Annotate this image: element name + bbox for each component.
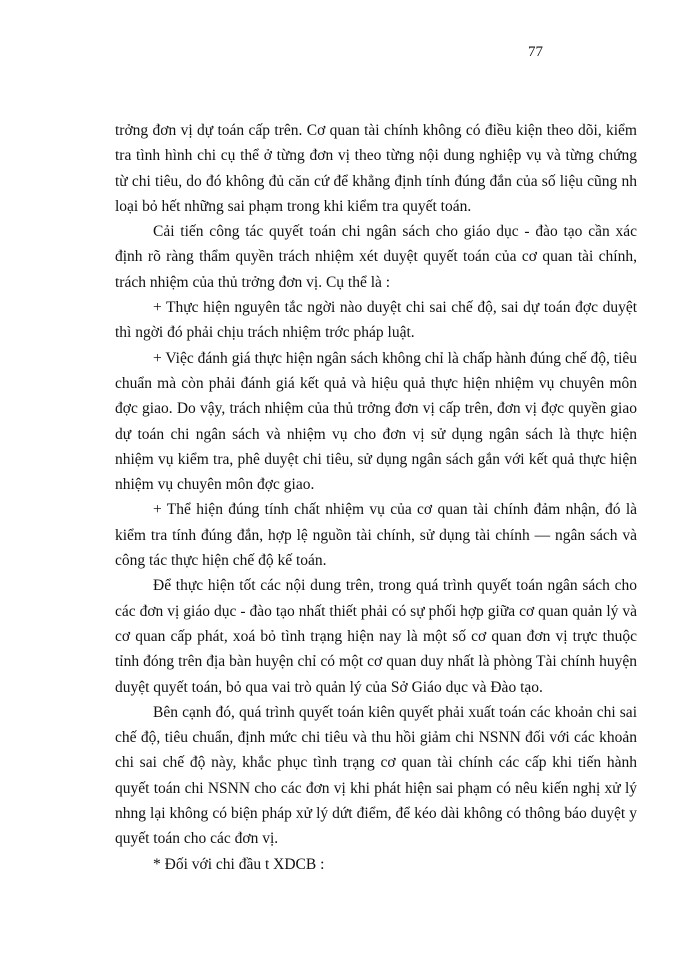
paragraph-point-principle: + Thực hiện nguyên tắc ngời nào duyệt chi sai chế độ, sai dự toán đợc duyệt thì ngời đó phải chịu trách nhiệm trớc pháp luật.: [115, 299, 637, 342]
paragraph-point-finance-role: + Thể hiện đúng tính chất nhiệm vụ của cơ quan tài chính đảm nhận, đó là kiểm tra tính đúng đắn, hợp lệ nguồn tài chính, sử dụng tài chính — ngân sách và công tác thực hiện chế độ kế toán.: [115, 501, 637, 570]
paragraph-enforcement: Bên cạnh đó, quá trình quyết toán kiên quyết phải xuất toán các khoản chi sai chế độ, tiêu chuẩn, định mức chi tiêu và thu hồi giảm chi NSNN đối với các khoản chi sai chế độ này, khắc phục tình trạng cơ quan tài chính các cấp khi tiến hành quyết toán chi NSNN cho các đơn vị khi phát hiện sai phạm có nêu kiến nghị xử lý nhng lại không có biện pháp xử lý dứt điểm, để kéo dài không có thông báo duyệt y quyết toán cho các đơn vị.: [115, 703, 637, 848]
paragraph-continuation: trởng đơn vị dự toán cấp trên. Cơ quan tài chính không có điều kiện theo dõi, kiểm tra tình hình chi cụ thể ở từng đơn vị theo từng nội dung nghiệp vụ và từng chứng từ chi tiêu, do đó không đủ căn cứ để khẳng định tính đúng đắn của số liệu cũng nh loại bỏ hết những sai phạm trong khi kiểm tra quyết toán.: [115, 122, 637, 215]
paragraph-point-evaluation: + Việc đánh giá thực hiện ngân sách không chỉ là chấp hành đúng chế độ, tiêu chuẩn mà còn phải đánh giá kết quả và hiệu quả thực hiện nhiệm vụ chuyên môn đợc giao. Do vậy, trách nhiệm của thủ trởng đơn vị cấp trên, đơn vị đợc quyền giao dự toán chi ngân sách và nhiệm vụ cho đơn vị sử dụng ngân sách là thực hiện nhiệm vụ kiểm tra, phê duyệt chi tiêu, sử dụng ngân sách gắn với kết quả thực hiện nhiệm vụ chuyên môn đợc giao.: [115, 349, 637, 494]
document-body: [115, 118, 637, 877]
paragraph-intro-reform: Cải tiến công tác quyết toán chi ngân sách cho giáo dục - đào tạo cần xác định rõ ràng thẩm quyền trách nhiệm xét duyệt quyết toán của cơ quan tài chính, trách nhiệm của thủ trởng đơn vị. Cụ thể là :: [115, 223, 637, 291]
paragraph-coordination: Để thực hiện tốt các nội dung trên, trong quá trình quyết toán ngân sách cho các đơn vị giáo dục - đào tạo nhất thiết phải có sự phối hợp giữa cơ quan quản lý và cơ quan cấp phát, xoá bỏ tình trạng hiện nay là một số cơ quan đơn vị trực thuộc tỉnh đóng trên địa bàn huyện chỉ có một cơ quan duy nhất là phòng Tài chính huyện duyệt quyết toán, bỏ qua vai trò quản lý của Sở Giáo dục và Đào tạo.: [115, 577, 637, 696]
page-number: 77: [528, 44, 543, 60]
paragraph-heading-xdcb: * Đối với chi đầu t XDCB :: [153, 855, 325, 873]
